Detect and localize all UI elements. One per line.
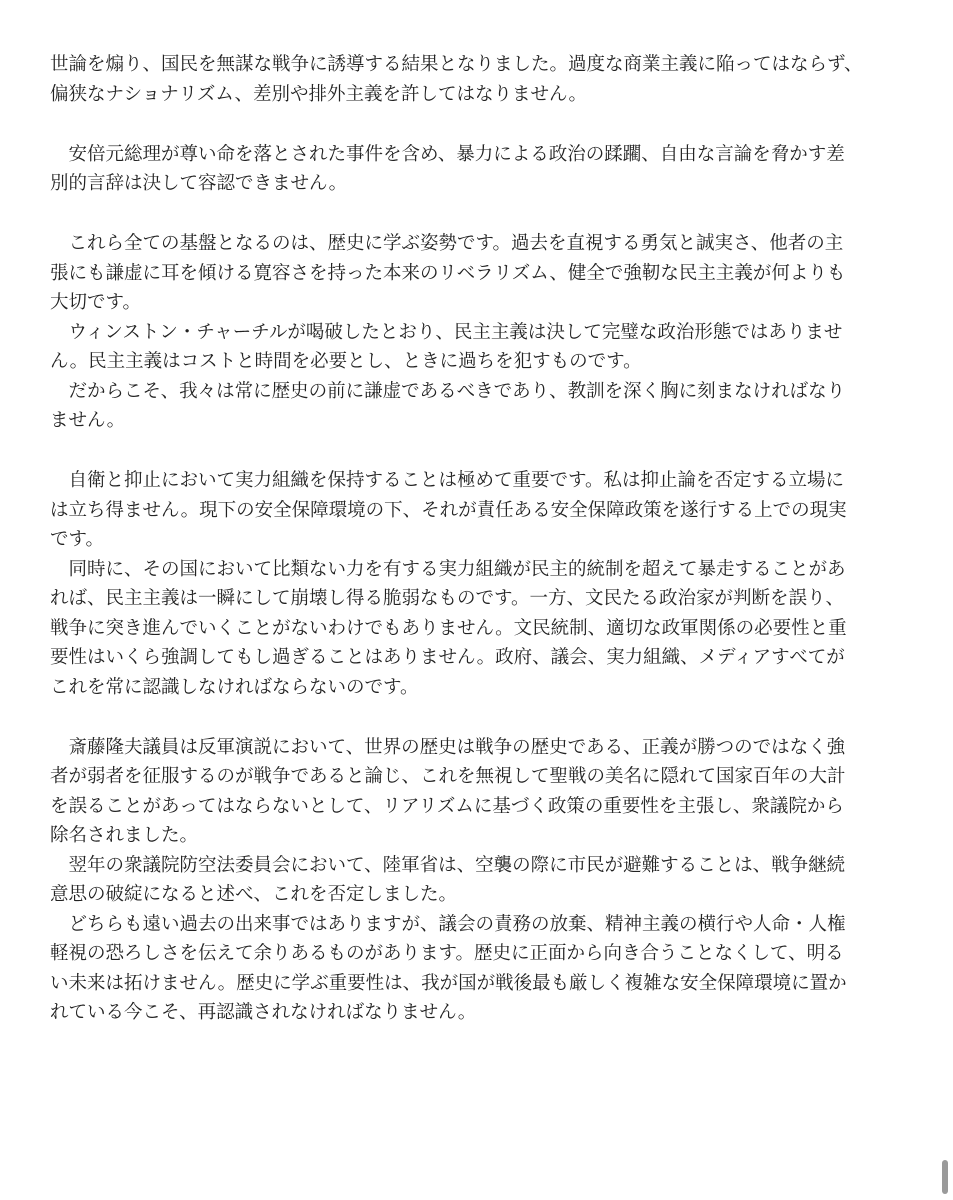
text-line: は立ち得ません。現下の安全保障環境の下、それが責任ある安全保障政策を遂行する上での現実 xyxy=(50,499,847,521)
paragraph xyxy=(50,466,930,702)
text-line: 大切です。 xyxy=(50,292,142,313)
text-line: 要性はいくら強調してもし過ぎることはありません。政府、議会、実力組織、メディアすべてが xyxy=(50,647,845,668)
text-line: 世論を煽り、国民を無謀な戦争に誘導する結果となりました。過度な商業主義に陥ってはならず、 xyxy=(50,54,863,75)
text-line: を誤ることがあってはならないとして、リアリズムに基づく政策の重要性を主張し、衆議院から xyxy=(50,795,844,817)
text-line: ん。民主主義はコストと時間を必要とし、ときに過ちを犯すものです。 xyxy=(50,351,642,372)
text-line: 戦争に突き進んでいくことがないわけでもありません。文民統制、適切な政軍関係の必要性と重 xyxy=(50,617,847,639)
paragraph-gap xyxy=(50,199,930,230)
text-line: ウィンストン・チャーチルが喝破したとおり、民主主義は決して完璧な政治形態ではありませ xyxy=(50,321,843,343)
document-body xyxy=(50,50,930,1028)
paragraph-gap xyxy=(50,702,930,733)
text-line: 除名されました。 xyxy=(50,825,199,846)
text-line: 別的言辞は決して容認できません。 xyxy=(50,173,348,194)
text-line: これを常に認識しなければならないのです。 xyxy=(50,676,419,698)
text-line: ません。 xyxy=(50,410,126,431)
paragraph xyxy=(50,50,930,109)
text-line: れている今こそ、再認識されなければなりません。 xyxy=(50,1002,477,1023)
paragraph xyxy=(50,140,930,199)
text-line: い未来は拓けません。歴史に学ぶ重要性は、我が国が戦後最も厳しく複雑な安全保障環境に置か xyxy=(50,972,847,994)
paragraph-gap xyxy=(50,109,930,140)
text-line: です。 xyxy=(50,529,105,550)
scrollbar-thumb[interactable] xyxy=(942,1160,948,1194)
paragraph xyxy=(50,229,930,436)
text-line: れば、民主主義は一瞬にして崩壊し得る脆弱なものです。一方、文民たる政治家が判断を誤り、 xyxy=(50,588,845,609)
text-line: どちらも遠い過去の出来事ではありますが、議会の責務の放棄、精神主義の横行や人命・人権 xyxy=(50,913,846,935)
text-line: 意思の破綻になると述べ、これを否定しました。 xyxy=(50,884,458,905)
paragraph xyxy=(50,733,930,1028)
paragraph-gap xyxy=(50,436,930,467)
text-line: 軽視の恐ろしさを伝えて余りあるものがあります。歴史に正面から向き合うことなくして、明る xyxy=(50,943,844,964)
text-line: 翌年の衆議院防空法委員会において、陸軍省は、空襲の際に市民が避難することは、戦争継続 xyxy=(50,854,846,876)
text-line: 自衛と抑止において実力組織を保持することは極めて重要です。私は抑止論を否定する立場に xyxy=(50,470,845,491)
text-line: 斎藤隆夫議員は反軍演説において、世界の歴史は戦争の歴史である、正義が勝つのではなく強 xyxy=(50,736,846,758)
text-line: 偏狭なナショナリズム、差別や排外主義を許してはなりません。 xyxy=(50,83,588,105)
text-line: だからこそ、我々は常に歴史の前に謙虚であるべきであり、教訓を深く胸に刻まなければなり xyxy=(50,380,846,402)
text-line: 張にも謙虚に耳を傾ける寛容さを持った本来のリベラリズム、健全で強靭な民主主義が何よりも xyxy=(50,262,846,284)
text-line: 者が弱者を征服するのが戦争であると論じ、これを無視して聖戦の美名に隠れて国家百年の大計 xyxy=(50,766,846,787)
text-line: 同時に、その国において比類ない力を有する実力組織が民主的統制を超えて暴走することがあ xyxy=(50,558,846,580)
text-line: これら全ての基盤となるのは、歴史に学ぶ姿勢です。過去を直視する勇気と誠実さ、他者の主 xyxy=(50,233,844,254)
text-line: 安倍元総理が尊い命を落とされた事件を含め、暴力による政治の蹂躙、自由な言論を脅かす差 xyxy=(50,143,845,165)
